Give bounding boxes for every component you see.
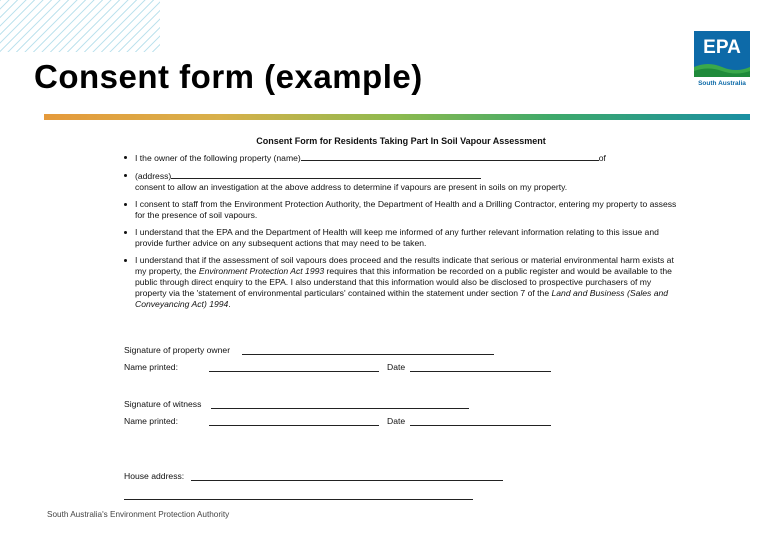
footer-organisation: South Australia's Environment Protection Authority: [47, 510, 230, 519]
assessment-text-a: I understand that if the assessment of soil vapours does proceed and the results indicate that serious or material environmental harm exists at my property, the: [135, 255, 674, 276]
assessment-text-b: requires that this information be recorded on a public register and would be available to the public through direct enquiry to the EPA. I also understand that this information would also be disclosed to prospective purchasers of my property via the 'statement of environmental particulars' contained within the statement under section 7 of the: [135, 266, 672, 298]
house-address-label: House address:: [124, 471, 185, 481]
inform-statement: I understand that the EPA and the Department of Health will keep me informed of any further relevant information relating to this issue and provide further advice on any subsequent actions that may need to be taken.: [121, 227, 681, 249]
address-continued: consent to allow an investigation at the above address to determine if vapours are present in soils on my property.: [135, 182, 568, 192]
act-1993-reference: Environment Protection Act 1993: [198, 266, 325, 276]
assessment-text-c: .: [228, 299, 231, 309]
assessment-statement: [121, 255, 681, 310]
form-title: Consent Form for Residents Taking Part In Soil Vapour Assessment: [256, 136, 546, 146]
owner-suffix: of: [598, 153, 606, 163]
witness-date-field[interactable]: [410, 416, 551, 426]
slide-title: Consent form (example): [34, 58, 423, 95]
witness-name-printed-field[interactable]: [209, 416, 379, 426]
address-prefix: (address): [135, 171, 172, 181]
owner-prefix: I the owner of the following property (name): [135, 153, 301, 163]
witness-name-printed-label: Name printed:: [124, 416, 178, 426]
owner-statement: [121, 152, 681, 164]
epa-logo-badge: [694, 31, 750, 77]
header-divider: [44, 114, 750, 120]
owner-name-printed-label: Name printed:: [124, 362, 178, 372]
address-field[interactable]: [171, 170, 481, 179]
consent-staff-statement: I consent to staff from the Environment Protection Authority, the Department of Health and a Drilling Contractor, entering my property to assess for the presence of soil vapours.: [121, 199, 681, 221]
owner-name-field[interactable]: [301, 152, 599, 161]
house-address-field-line-2[interactable]: [124, 490, 473, 500]
epa-logo: [692, 31, 752, 89]
owner-signature-field[interactable]: [242, 345, 494, 355]
consent-form: [121, 136, 681, 316]
consent-statements: [121, 152, 681, 310]
owner-signature-label: Signature of property owner: [124, 345, 231, 355]
house-address-field[interactable]: [191, 471, 503, 481]
owner-name-printed-field[interactable]: [209, 362, 379, 372]
epa-logo-text: EPA: [703, 37, 741, 58]
witness-date-label: Date: [387, 416, 406, 426]
address-statement: [121, 170, 681, 193]
owner-date-field[interactable]: [410, 362, 551, 372]
owner-date-label: Date: [387, 362, 406, 372]
header-hatch-decoration: [0, 0, 160, 52]
epa-logo-subtitle: South Australia: [698, 80, 746, 87]
wave-icon: [694, 61, 750, 77]
act-1994-reference: Land and Business (Sales and Conveyancing Act) 1994: [135, 288, 669, 309]
witness-signature-field[interactable]: [211, 399, 469, 409]
witness-signature-label: Signature of witness: [124, 399, 202, 409]
